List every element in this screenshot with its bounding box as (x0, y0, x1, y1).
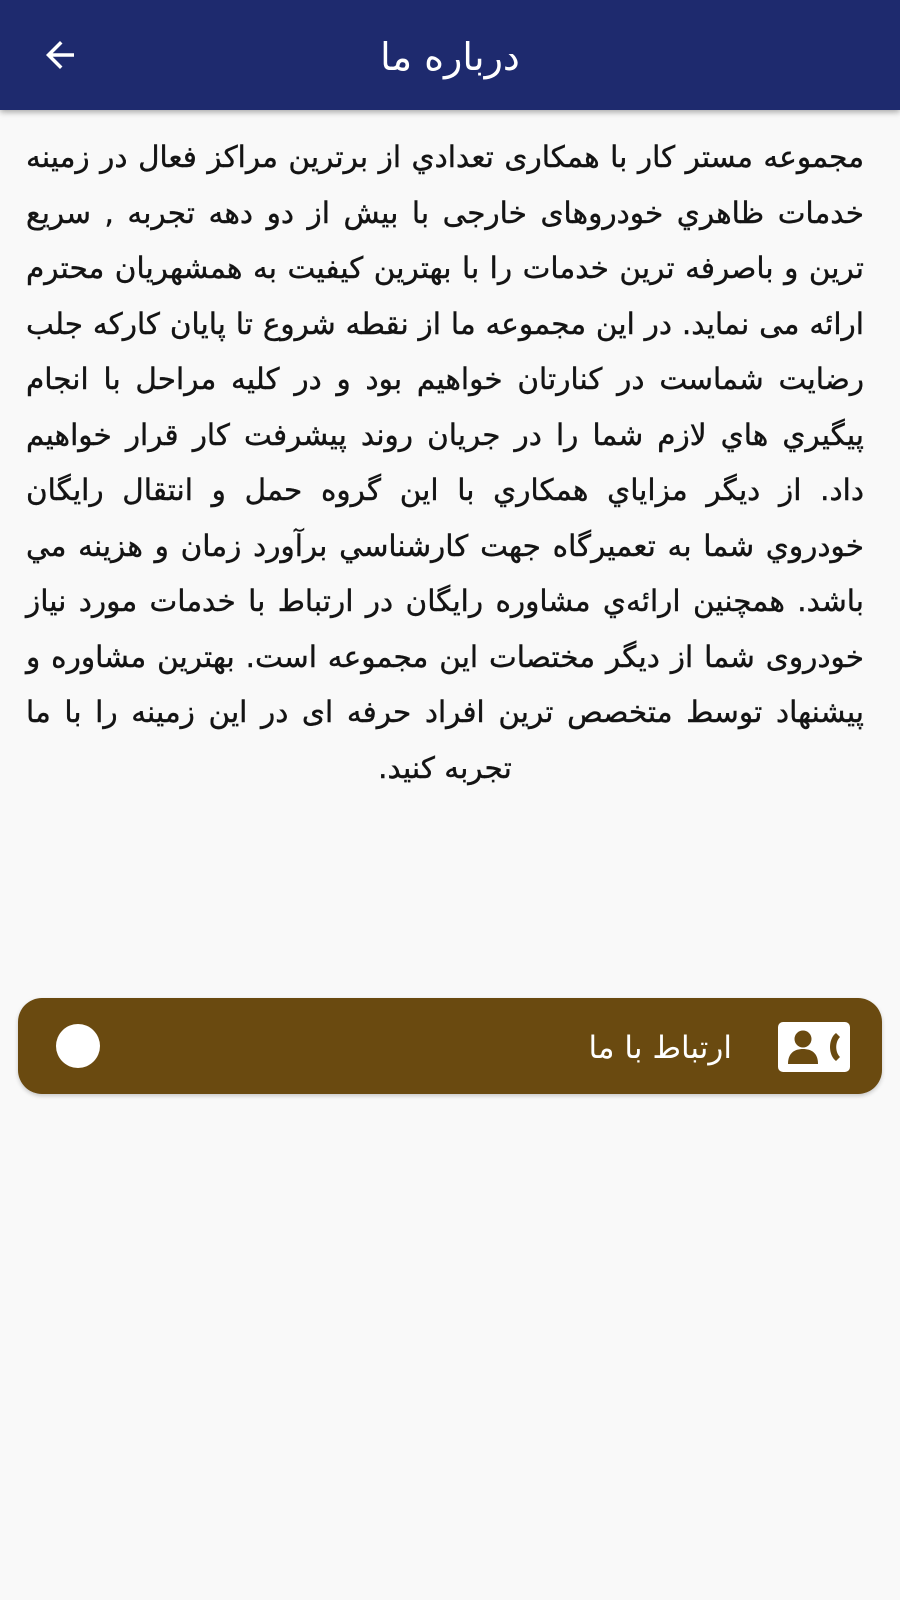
app-bar (0, 0, 900, 110)
contact-us-button[interactable] (18, 998, 882, 1094)
about-text: مجموعه مستر کار با همکاری تعدادي از برترین مراکز فعال در زمینه خدمات ظاهري خودروهای خارجی با بیش از دو دهه تجربه , سریع ترین و باصرفه ترین خدمات را با بهترین کیفیت به همشهریان محترم ارائه می نماید. در این مجموعه ما از نقطه شروع تا پایان کارکه جلب رضایت شماست در کنارتان خواهیم بود و در کلیه مراحل با انجام پیگیري هاي لازم شما را در جریان روند پیشرفت کار قرار خواهیم داد. از دیگر مزایاي همکاري با این گروه حمل و انتقال رایگان خودروي شما به تعمیرگاه جهت کارشناسي برآورد زمان و هزینه مي باشد. همچنین ارائه‌ي مشاوره رایگان در ارتباط با خدمات مورد نیاز خودروی شما از دیگر مختصات این مجموعه است. بهترین مشاوره و پیشنهاد توسط متخصص ترین افراد حرفه ای در این زمینه را با ما تجربه کنید. (26, 140, 864, 785)
contact-us-label: ارتباط با ما (588, 1030, 732, 1066)
page-title: درباره ما (380, 35, 520, 79)
toggle-dot-icon[interactable] (56, 1024, 100, 1068)
contact-card-phone-icon (778, 1022, 850, 1072)
